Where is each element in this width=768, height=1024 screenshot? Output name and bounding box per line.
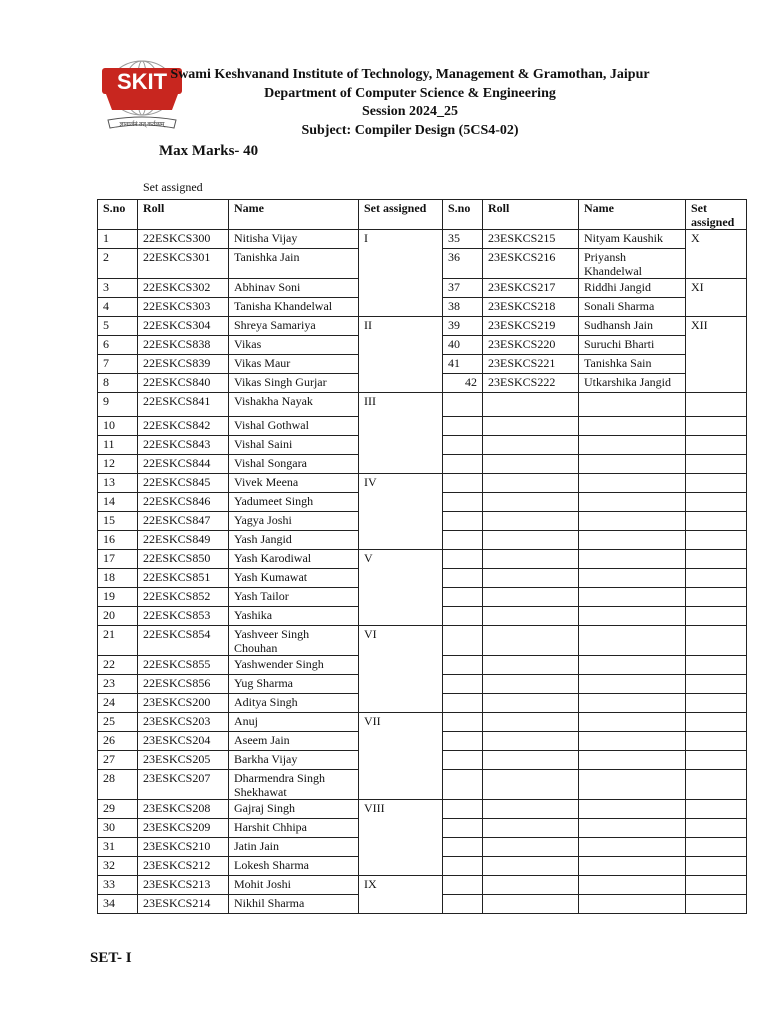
sno-cell: 21 bbox=[98, 626, 138, 656]
empty-cell bbox=[686, 819, 747, 838]
empty-cell bbox=[579, 656, 686, 675]
column-header: Name bbox=[229, 200, 359, 230]
empty-cell bbox=[483, 713, 579, 732]
footer-set-label: SET- I bbox=[90, 950, 132, 966]
roll-cell: 23ESKCS213 bbox=[138, 876, 229, 895]
empty-cell bbox=[443, 895, 483, 914]
empty-cell bbox=[443, 493, 483, 512]
roll-cell: 23ESKCS208 bbox=[138, 800, 229, 819]
empty-cell bbox=[579, 436, 686, 455]
name-cell: Vikas Maur bbox=[229, 355, 359, 374]
roll-cell: 23ESKCS214 bbox=[138, 895, 229, 914]
name-cell: Aseem Jain bbox=[229, 732, 359, 751]
empty-cell bbox=[579, 474, 686, 493]
roll-cell: 22ESKCS840 bbox=[138, 374, 229, 393]
name-cell: Vivek Meena bbox=[229, 474, 359, 493]
set-cell: III bbox=[359, 393, 443, 474]
set-cell: X bbox=[686, 230, 747, 279]
name-cell: Yash Karodiwal bbox=[229, 550, 359, 569]
roll-cell: 22ESKCS854 bbox=[138, 626, 229, 656]
table-row bbox=[98, 393, 747, 417]
roll-cell: 22ESKCS302 bbox=[138, 279, 229, 298]
empty-cell bbox=[579, 732, 686, 751]
roll-cell: 22ESKCS853 bbox=[138, 607, 229, 626]
empty-cell bbox=[443, 857, 483, 876]
table-row bbox=[98, 230, 747, 249]
roll-cell: 22ESKCS852 bbox=[138, 588, 229, 607]
empty-cell bbox=[579, 626, 686, 656]
max-marks: Max Marks- 40 bbox=[159, 143, 259, 159]
roll-cell: 23ESKCS207 bbox=[138, 770, 229, 800]
name-cell: Yash Tailor bbox=[229, 588, 359, 607]
sno-cell: 5 bbox=[98, 317, 138, 336]
set-cell: XII bbox=[686, 317, 747, 393]
empty-cell bbox=[483, 607, 579, 626]
sno-cell: 35 bbox=[443, 230, 483, 249]
roll-cell: 23ESKCS215 bbox=[483, 230, 579, 249]
empty-cell bbox=[579, 838, 686, 857]
empty-cell bbox=[483, 417, 579, 436]
sno-cell: 11 bbox=[98, 436, 138, 455]
empty-cell bbox=[686, 474, 747, 493]
empty-cell bbox=[443, 550, 483, 569]
roll-cell: 22ESKCS850 bbox=[138, 550, 229, 569]
roll-cell: 23ESKCS210 bbox=[138, 838, 229, 857]
name-cell: Vishakha Nayak bbox=[229, 393, 359, 417]
empty-cell bbox=[686, 569, 747, 588]
empty-cell bbox=[686, 493, 747, 512]
table-row bbox=[98, 626, 747, 656]
name-cell: Jatin Jain bbox=[229, 838, 359, 857]
empty-cell bbox=[483, 588, 579, 607]
sno-cell: 14 bbox=[98, 493, 138, 512]
name-cell: Vikas bbox=[229, 336, 359, 355]
empty-cell bbox=[483, 770, 579, 800]
name-cell: Mohit Joshi bbox=[229, 876, 359, 895]
empty-cell bbox=[443, 474, 483, 493]
empty-cell bbox=[443, 751, 483, 770]
svg-text:SKIT: SKIT bbox=[116, 69, 168, 94]
empty-cell bbox=[483, 895, 579, 914]
empty-cell bbox=[686, 512, 747, 531]
sno-cell: 3 bbox=[98, 279, 138, 298]
sno-cell: 20 bbox=[98, 607, 138, 626]
empty-cell bbox=[483, 732, 579, 751]
sno-cell: 15 bbox=[98, 512, 138, 531]
empty-cell bbox=[483, 531, 579, 550]
empty-cell bbox=[686, 732, 747, 751]
sno-cell: 12 bbox=[98, 455, 138, 474]
empty-cell bbox=[483, 800, 579, 819]
empty-cell bbox=[579, 493, 686, 512]
table-row bbox=[98, 800, 747, 819]
sno-cell: 28 bbox=[98, 770, 138, 800]
sno-cell: 31 bbox=[98, 838, 138, 857]
empty-cell bbox=[686, 694, 747, 713]
name-cell: Harshit Chhipa bbox=[229, 819, 359, 838]
sno-cell: 37 bbox=[443, 279, 483, 298]
empty-cell bbox=[686, 455, 747, 474]
sno-cell: 16 bbox=[98, 531, 138, 550]
empty-cell bbox=[443, 770, 483, 800]
name-cell: Tanishka Sain bbox=[579, 355, 686, 374]
roll-cell: 22ESKCS851 bbox=[138, 569, 229, 588]
roll-cell: 22ESKCS839 bbox=[138, 355, 229, 374]
roll-cell: 22ESKCS847 bbox=[138, 512, 229, 531]
set-cell: VIII bbox=[359, 800, 443, 876]
name-cell: Sudhansh Jain bbox=[579, 317, 686, 336]
set-assignment-table bbox=[97, 199, 747, 914]
empty-cell bbox=[579, 569, 686, 588]
set-cell: I bbox=[359, 230, 443, 317]
empty-cell bbox=[443, 675, 483, 694]
empty-cell bbox=[483, 857, 579, 876]
sno-cell: 8 bbox=[98, 374, 138, 393]
roll-cell: 22ESKCS844 bbox=[138, 455, 229, 474]
name-cell: Vishal Saini bbox=[229, 436, 359, 455]
empty-cell bbox=[579, 417, 686, 436]
name-cell: Tanisha Khandelwal bbox=[229, 298, 359, 317]
set-cell: V bbox=[359, 550, 443, 626]
name-cell: Utkarshika Jangid bbox=[579, 374, 686, 393]
empty-cell bbox=[443, 800, 483, 819]
name-cell: Vishal Songara bbox=[229, 455, 359, 474]
sno-cell: 30 bbox=[98, 819, 138, 838]
name-cell: Lokesh Sharma bbox=[229, 857, 359, 876]
empty-cell bbox=[443, 732, 483, 751]
name-cell: Priyansh Khandelwal bbox=[579, 249, 686, 279]
roll-cell: 23ESKCS216 bbox=[483, 249, 579, 279]
set-cell: IX bbox=[359, 876, 443, 914]
name-cell: Yug Sharma bbox=[229, 675, 359, 694]
roll-cell: 23ESKCS204 bbox=[138, 732, 229, 751]
empty-cell bbox=[579, 713, 686, 732]
sno-cell: 7 bbox=[98, 355, 138, 374]
set-cell: VI bbox=[359, 626, 443, 713]
roll-cell: 22ESKCS300 bbox=[138, 230, 229, 249]
name-cell: Vishal Gothwal bbox=[229, 417, 359, 436]
empty-cell bbox=[443, 694, 483, 713]
set-cell: II bbox=[359, 317, 443, 393]
name-cell: Dharmendra Singh Shekhawat bbox=[229, 770, 359, 800]
empty-cell bbox=[483, 694, 579, 713]
empty-cell bbox=[579, 694, 686, 713]
name-cell: Barkha Vijay bbox=[229, 751, 359, 770]
session-label: Session 2024_25 bbox=[361, 104, 459, 119]
name-cell: Tanishka Jain bbox=[229, 249, 359, 279]
roll-cell: 22ESKCS855 bbox=[138, 656, 229, 675]
sno-cell: 36 bbox=[443, 249, 483, 279]
empty-cell bbox=[443, 531, 483, 550]
empty-cell bbox=[443, 838, 483, 857]
empty-cell bbox=[686, 713, 747, 732]
name-cell: Yashwender Singh bbox=[229, 656, 359, 675]
empty-cell bbox=[483, 550, 579, 569]
empty-cell bbox=[686, 550, 747, 569]
name-cell: Yashika bbox=[229, 607, 359, 626]
empty-cell bbox=[686, 393, 747, 417]
roll-cell: 23ESKCS220 bbox=[483, 336, 579, 355]
empty-cell bbox=[443, 417, 483, 436]
column-header: Name bbox=[579, 200, 686, 230]
roll-cell: 22ESKCS846 bbox=[138, 493, 229, 512]
roll-cell: 23ESKCS200 bbox=[138, 694, 229, 713]
table-row bbox=[98, 474, 747, 493]
empty-cell bbox=[686, 770, 747, 800]
roll-cell: 23ESKCS203 bbox=[138, 713, 229, 732]
empty-cell bbox=[443, 656, 483, 675]
set-cell: IV bbox=[359, 474, 443, 550]
sno-cell: 19 bbox=[98, 588, 138, 607]
empty-cell bbox=[443, 607, 483, 626]
name-cell: Yash Kumawat bbox=[229, 569, 359, 588]
empty-cell bbox=[483, 512, 579, 531]
name-cell: Shreya Samariya bbox=[229, 317, 359, 336]
name-cell: Nitisha Vijay bbox=[229, 230, 359, 249]
sno-cell: 39 bbox=[443, 317, 483, 336]
empty-cell bbox=[443, 569, 483, 588]
sno-cell: 13 bbox=[98, 474, 138, 493]
empty-cell bbox=[483, 675, 579, 694]
roll-cell: 22ESKCS845 bbox=[138, 474, 229, 493]
table-row bbox=[98, 713, 747, 732]
name-cell: Gajraj Singh bbox=[229, 800, 359, 819]
empty-cell bbox=[686, 417, 747, 436]
sno-cell: 17 bbox=[98, 550, 138, 569]
name-cell: Yashveer Singh Chouhan bbox=[229, 626, 359, 656]
empty-cell bbox=[686, 800, 747, 819]
sno-cell: 22 bbox=[98, 656, 138, 675]
institute-name: Swami Keshvanand Institute of Technology, Management & Gramothan, Jaipur bbox=[170, 67, 650, 82]
empty-cell bbox=[443, 512, 483, 531]
empty-cell bbox=[483, 819, 579, 838]
sno-cell: 2 bbox=[98, 249, 138, 279]
name-cell: Abhinav Soni bbox=[229, 279, 359, 298]
empty-cell bbox=[686, 656, 747, 675]
empty-cell bbox=[483, 474, 579, 493]
empty-cell bbox=[686, 588, 747, 607]
name-cell: Nikhil Sharma bbox=[229, 895, 359, 914]
roll-cell: 23ESKCS212 bbox=[138, 857, 229, 876]
empty-cell bbox=[483, 455, 579, 474]
sno-cell: 40 bbox=[443, 336, 483, 355]
empty-cell bbox=[483, 493, 579, 512]
empty-cell bbox=[483, 393, 579, 417]
sno-cell: 10 bbox=[98, 417, 138, 436]
sno-cell: 34 bbox=[98, 895, 138, 914]
sno-cell: 18 bbox=[98, 569, 138, 588]
roll-cell: 22ESKCS304 bbox=[138, 317, 229, 336]
sno-cell: 32 bbox=[98, 857, 138, 876]
column-header: Roll bbox=[138, 200, 229, 230]
column-header: Set assigned bbox=[686, 200, 747, 230]
roll-cell: 23ESKCS218 bbox=[483, 298, 579, 317]
set-cell: VII bbox=[359, 713, 443, 800]
subject-label: Subject: Compiler Design (5CS4-02) bbox=[301, 122, 519, 138]
name-cell: Vikas Singh Gurjar bbox=[229, 374, 359, 393]
table-row bbox=[98, 317, 747, 336]
name-cell: Anuj bbox=[229, 713, 359, 732]
empty-cell bbox=[579, 393, 686, 417]
empty-cell bbox=[483, 656, 579, 675]
empty-cell bbox=[579, 675, 686, 694]
name-cell: Nityam Kaushik bbox=[579, 230, 686, 249]
name-cell: Yadumeet Singh bbox=[229, 493, 359, 512]
name-cell: Suruchi Bharti bbox=[579, 336, 686, 355]
roll-cell: 22ESKCS842 bbox=[138, 417, 229, 436]
svg-text:ज्ञानार्जनं तत् कर्तव्यम्: ज्ञानार्जनं तत् कर्तव्यम् bbox=[119, 122, 165, 128]
empty-cell bbox=[579, 800, 686, 819]
roll-cell: 22ESKCS841 bbox=[138, 393, 229, 417]
roll-cell: 23ESKCS205 bbox=[138, 751, 229, 770]
empty-cell bbox=[686, 838, 747, 857]
empty-cell bbox=[579, 550, 686, 569]
department-name: Department of Computer Science & Engineering bbox=[264, 85, 556, 101]
sno-cell: 4 bbox=[98, 298, 138, 317]
table-header-row bbox=[98, 200, 747, 230]
empty-cell bbox=[686, 675, 747, 694]
empty-cell bbox=[579, 819, 686, 838]
roll-cell: 23ESKCS222 bbox=[483, 374, 579, 393]
sno-cell: 42 bbox=[443, 374, 483, 393]
empty-cell bbox=[483, 569, 579, 588]
roll-cell: 23ESKCS219 bbox=[483, 317, 579, 336]
sno-cell: 1 bbox=[98, 230, 138, 249]
empty-cell bbox=[443, 588, 483, 607]
empty-cell bbox=[579, 857, 686, 876]
name-cell: Yash Jangid bbox=[229, 531, 359, 550]
name-cell: Sonali Sharma bbox=[579, 298, 686, 317]
column-header: Set assigned bbox=[359, 200, 443, 230]
sno-cell: 6 bbox=[98, 336, 138, 355]
column-header: S.no bbox=[98, 200, 138, 230]
empty-cell bbox=[579, 607, 686, 626]
roll-cell: 22ESKCS838 bbox=[138, 336, 229, 355]
empty-cell bbox=[443, 393, 483, 417]
roll-cell: 22ESKCS843 bbox=[138, 436, 229, 455]
empty-cell bbox=[579, 770, 686, 800]
roll-cell: 22ESKCS301 bbox=[138, 249, 229, 279]
empty-cell bbox=[686, 436, 747, 455]
empty-cell bbox=[579, 588, 686, 607]
empty-cell bbox=[686, 895, 747, 914]
sno-cell: 24 bbox=[98, 694, 138, 713]
roll-cell: 23ESKCS221 bbox=[483, 355, 579, 374]
column-header: S.no bbox=[443, 200, 483, 230]
sno-cell: 26 bbox=[98, 732, 138, 751]
sno-cell: 38 bbox=[443, 298, 483, 317]
empty-cell bbox=[443, 713, 483, 732]
empty-cell bbox=[483, 838, 579, 857]
sno-cell: 41 bbox=[443, 355, 483, 374]
set-assigned-caption: Set assigned bbox=[143, 180, 203, 194]
empty-cell bbox=[686, 751, 747, 770]
empty-cell bbox=[686, 876, 747, 895]
empty-cell bbox=[579, 876, 686, 895]
column-header: Roll bbox=[483, 200, 579, 230]
empty-cell bbox=[579, 895, 686, 914]
empty-cell bbox=[686, 626, 747, 656]
empty-cell bbox=[686, 531, 747, 550]
set-cell: XI bbox=[686, 279, 747, 317]
empty-cell bbox=[483, 751, 579, 770]
empty-cell bbox=[686, 857, 747, 876]
empty-cell bbox=[579, 531, 686, 550]
empty-cell bbox=[483, 436, 579, 455]
table-row bbox=[98, 876, 747, 895]
roll-cell: 23ESKCS209 bbox=[138, 819, 229, 838]
empty-cell bbox=[686, 607, 747, 626]
sno-cell: 25 bbox=[98, 713, 138, 732]
roll-cell: 23ESKCS217 bbox=[483, 279, 579, 298]
sno-cell: 23 bbox=[98, 675, 138, 694]
empty-cell bbox=[443, 819, 483, 838]
table-row bbox=[98, 550, 747, 569]
empty-cell bbox=[443, 626, 483, 656]
empty-cell bbox=[579, 512, 686, 531]
empty-cell bbox=[443, 876, 483, 895]
sno-cell: 33 bbox=[98, 876, 138, 895]
empty-cell bbox=[579, 751, 686, 770]
name-cell: Aditya Singh bbox=[229, 694, 359, 713]
roll-cell: 22ESKCS849 bbox=[138, 531, 229, 550]
document-header bbox=[170, 66, 650, 140]
empty-cell bbox=[483, 626, 579, 656]
empty-cell bbox=[443, 436, 483, 455]
name-cell: Yagya Joshi bbox=[229, 512, 359, 531]
sno-cell: 27 bbox=[98, 751, 138, 770]
name-cell: Riddhi Jangid bbox=[579, 279, 686, 298]
empty-cell bbox=[483, 876, 579, 895]
sno-cell: 9 bbox=[98, 393, 138, 417]
roll-cell: 22ESKCS856 bbox=[138, 675, 229, 694]
sno-cell: 29 bbox=[98, 800, 138, 819]
empty-cell bbox=[443, 455, 483, 474]
empty-cell bbox=[579, 455, 686, 474]
roll-cell: 22ESKCS303 bbox=[138, 298, 229, 317]
